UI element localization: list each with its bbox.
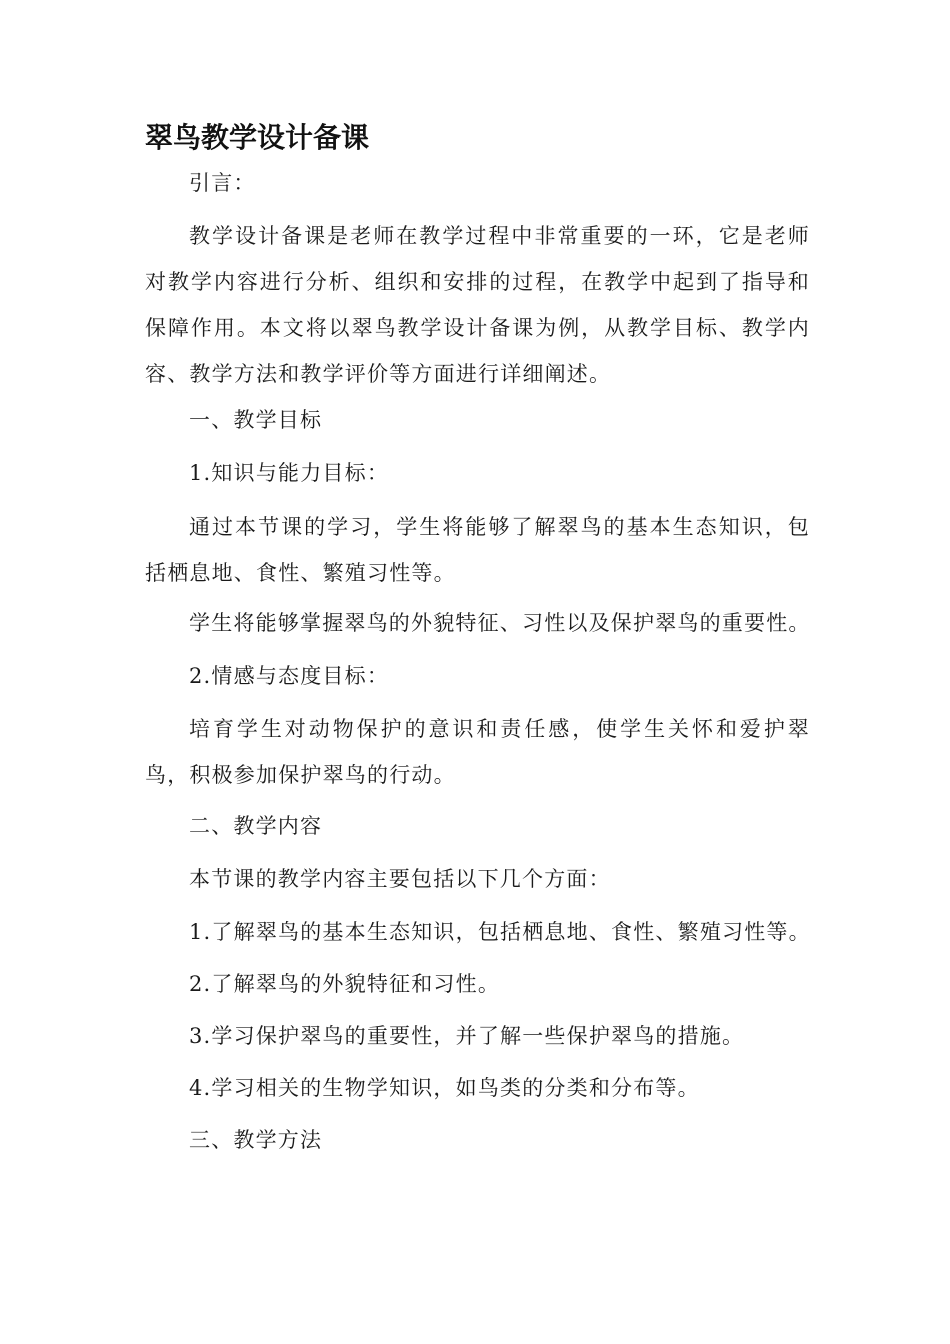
paragraph-knowledge-goal-2: 学生将能够掌握翠鸟的外貌特征、习性以及保护翠鸟的重要性。 bbox=[189, 611, 811, 635]
paragraph-content-intro: 本节课的教学内容主要包括以下几个方面： bbox=[189, 867, 611, 891]
section-heading-goals: 一、教学目标 bbox=[189, 408, 323, 432]
intro-heading: 引言： bbox=[189, 171, 256, 195]
section-heading-methods: 三、教学方法 bbox=[189, 1128, 323, 1152]
subheading-knowledge-goals: 1.知识与能力目标： bbox=[189, 461, 390, 485]
list-item-content-1: 1.了解翠鸟的基本生态知识，包括栖息地、食性、繁殖习性等。 bbox=[189, 920, 811, 944]
subheading-emotion-goals: 2.情感与态度目标： bbox=[189, 664, 390, 688]
list-item-content-3: 3.学习保护翠鸟的重要性，并了解一些保护翠鸟的措施。 bbox=[189, 1024, 745, 1048]
paragraph-emotion-goal: 培育学生对动物保护的意识和责任感，使学生关怀和爱护翠鸟，积极参加保护翠鸟的行动。 bbox=[145, 717, 810, 787]
document-title: 翠鸟教学设计备课 bbox=[145, 121, 370, 154]
list-item-content-2: 2.了解翠鸟的外貌特征和习性。 bbox=[189, 972, 501, 996]
section-heading-content: 二、教学内容 bbox=[189, 814, 323, 838]
intro-paragraph: 教学设计备课是老师在教学过程中非常重要的一环，它是老师对教学内容进行分析、组织和安排的过程，在教学中起到了指导和保障作用。本文将以翠鸟教学设计备课为例，从教学目标、教学内容、教学方法和教学评价等方面进行详细阐述。 bbox=[145, 224, 810, 386]
list-item-content-4: 4.学习相关的生物学知识，如鸟类的分类和分布等。 bbox=[189, 1076, 700, 1100]
paragraph-knowledge-goal-1: 通过本节课的学习，学生将能够了解翠鸟的基本生态知识，包括栖息地、食性、繁殖习性等。 bbox=[145, 515, 810, 585]
